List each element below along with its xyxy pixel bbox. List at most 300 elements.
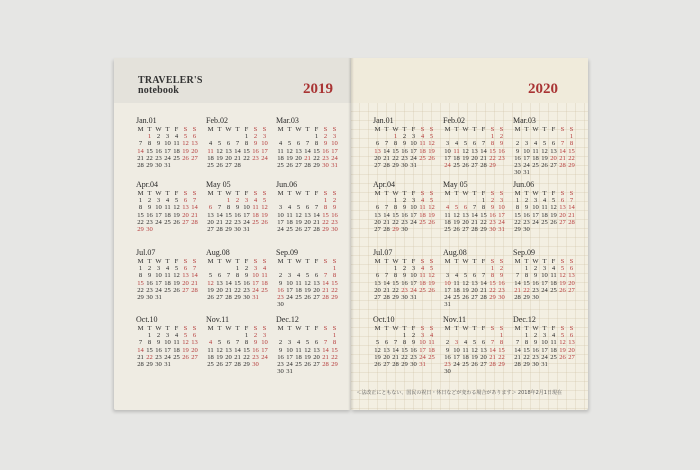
- weekday-header: [513, 190, 583, 197]
- day-cell: 3: [262, 332, 267, 340]
- day-cell: 21: [489, 353, 496, 361]
- day-cell: 2: [332, 197, 337, 205]
- month-title: Nov.11: [443, 315, 466, 324]
- empty-cell: [418, 294, 427, 301]
- weekday-label: T: [454, 126, 459, 133]
- day-cell: 24: [532, 218, 539, 226]
- day-cell: 16: [277, 286, 284, 294]
- day-cell: 13: [207, 211, 214, 219]
- week-row: [206, 204, 276, 211]
- day-cell: 24: [164, 154, 171, 162]
- day-cell: 7: [314, 204, 319, 212]
- day-cell: 5: [208, 272, 213, 280]
- day-cell: 22: [392, 218, 399, 226]
- weekday-label: W: [532, 258, 539, 265]
- empty-cell: [479, 368, 488, 375]
- day-cell: 25: [207, 360, 214, 368]
- empty-cell: [303, 368, 312, 375]
- day-cell: 14: [191, 272, 198, 280]
- month-sep-09: [513, 248, 583, 301]
- weekday-header: [276, 325, 346, 332]
- day-cell: 10: [532, 204, 539, 212]
- day-cell: 6: [192, 332, 197, 340]
- day-cell: 10: [498, 204, 505, 212]
- empty-cell: [181, 162, 190, 169]
- empty-cell: [558, 294, 567, 301]
- week-row: [276, 212, 346, 219]
- day-cell: 14: [191, 204, 198, 212]
- day-cell: 9: [499, 140, 504, 148]
- day-cell: 8: [235, 272, 240, 280]
- week-row: [513, 204, 583, 211]
- day-cell: 17: [532, 211, 539, 219]
- empty-cell: [461, 265, 470, 272]
- day-cell: 20: [559, 211, 566, 219]
- day-cell: 17: [155, 211, 162, 219]
- week-row: [206, 133, 276, 140]
- weekday-label: T: [384, 258, 389, 265]
- day-cell: 3: [524, 140, 529, 148]
- day-cell: 7: [481, 272, 486, 280]
- day-cell: 12: [428, 140, 435, 148]
- weekday-label: W: [462, 126, 469, 133]
- day-cell: 30: [155, 360, 162, 368]
- day-cell: 30: [252, 360, 259, 368]
- day-cell: 19: [428, 147, 435, 155]
- week-row: [373, 332, 443, 339]
- day-cell: 8: [138, 204, 143, 212]
- month-title: Mar.03: [276, 116, 299, 125]
- empty-cell: [558, 361, 567, 368]
- weekday-header: [373, 126, 443, 133]
- weekday-label: S: [262, 325, 267, 332]
- empty-cell: [452, 301, 461, 308]
- empty-cell: [567, 169, 576, 176]
- week-row: [206, 339, 276, 346]
- weekday-label: M: [137, 190, 144, 197]
- week-row: [513, 155, 583, 162]
- day-cell: 21: [137, 353, 144, 361]
- day-cell: 29: [137, 225, 144, 233]
- week-row: [136, 280, 206, 287]
- weekday-label: T: [305, 190, 310, 197]
- day-cell: 11: [252, 204, 259, 212]
- day-cell: 11: [541, 204, 548, 212]
- day-cell: 27: [480, 360, 487, 368]
- day-cell: 20: [374, 218, 381, 226]
- empty-cell: [215, 133, 224, 140]
- day-cell: 10: [331, 140, 338, 148]
- empty-cell: [567, 361, 576, 368]
- weekday-label: S: [332, 126, 337, 133]
- day-cell: 14: [489, 346, 496, 354]
- week-row: [373, 280, 443, 287]
- day-cell: 20: [225, 353, 232, 361]
- day-cell: 5: [375, 339, 380, 347]
- day-cell: 3: [411, 133, 416, 141]
- weekday-label: M: [374, 325, 381, 332]
- weekday-label: T: [384, 190, 389, 197]
- day-cell: 11: [261, 272, 268, 280]
- day-cell: 13: [374, 279, 381, 287]
- weekday-label: F: [551, 190, 556, 197]
- day-cell: 24: [261, 353, 268, 361]
- empty-cell: [224, 133, 233, 140]
- week-row: [443, 140, 513, 147]
- day-cell: 1: [244, 332, 249, 340]
- day-cell: 9: [244, 272, 249, 280]
- day-cell: 24: [444, 161, 451, 169]
- day-cell: 3: [533, 197, 538, 205]
- empty-cell: [549, 169, 558, 176]
- day-cell: 8: [332, 339, 337, 347]
- empty-cell: [251, 162, 260, 169]
- weekday-label: M: [444, 325, 451, 332]
- day-cell: 19: [453, 218, 460, 226]
- day-cell: 22: [514, 218, 521, 226]
- empty-cell: [285, 332, 294, 339]
- day-cell: 28: [514, 360, 521, 368]
- day-cell: 10: [286, 346, 293, 354]
- day-cell: 23: [252, 154, 259, 162]
- day-cell: 28: [234, 360, 241, 368]
- day-cell: 22: [523, 286, 530, 294]
- day-cell: 2: [499, 133, 504, 141]
- day-cell: 16: [243, 279, 250, 287]
- month-title: Feb.02: [206, 116, 228, 125]
- weekday-label: S: [569, 126, 574, 133]
- day-cell: 25: [419, 154, 426, 162]
- empty-cell: [488, 368, 497, 375]
- day-cell: 11: [532, 147, 539, 155]
- weekday-label: F: [411, 190, 416, 197]
- day-cell: 22: [322, 218, 329, 226]
- day-cell: 1: [481, 197, 486, 205]
- empty-cell: [206, 265, 215, 272]
- month-title: Sep.09: [513, 248, 535, 257]
- day-cell: 17: [523, 154, 530, 162]
- day-cell: 7: [384, 204, 389, 212]
- day-cell: 10: [286, 279, 293, 287]
- week-row: [373, 339, 443, 346]
- day-cell: 6: [472, 272, 477, 280]
- day-cell: 14: [225, 279, 232, 287]
- day-cell: 6: [375, 272, 380, 280]
- day-cell: 30: [146, 225, 153, 233]
- day-cell: 18: [173, 147, 180, 155]
- month-title: Apr.04: [136, 180, 158, 189]
- week-row: [136, 354, 206, 361]
- empty-cell: [470, 301, 479, 308]
- week-row: [513, 354, 583, 361]
- day-cell: 20: [550, 154, 557, 162]
- week-row: [443, 294, 513, 301]
- weekday-label: W: [462, 325, 469, 332]
- month-title: Nov.11: [206, 315, 229, 324]
- weekday-label: F: [551, 325, 556, 332]
- day-cell: 25: [444, 225, 451, 233]
- week-row: [513, 339, 583, 346]
- day-cell: 3: [262, 133, 267, 141]
- day-cell: 24: [453, 360, 460, 368]
- day-cell: 16: [444, 353, 451, 361]
- month-dec-12: [513, 315, 583, 368]
- day-cell: 16: [252, 346, 259, 354]
- day-cell: 20: [182, 211, 189, 219]
- month-may-05: [206, 180, 276, 233]
- weekday-label: F: [174, 126, 179, 133]
- weekday-label: S: [183, 325, 188, 332]
- day-cell: 9: [402, 204, 407, 212]
- empty-cell: [470, 133, 479, 140]
- day-cell: 29: [234, 293, 241, 301]
- day-cell: 15: [480, 211, 487, 219]
- day-cell: 20: [191, 346, 198, 354]
- day-cell: 24: [243, 218, 250, 226]
- day-cell: 9: [253, 339, 258, 347]
- empty-cell: [497, 301, 506, 308]
- day-cell: 14: [559, 147, 566, 155]
- weekday-label: M: [137, 126, 144, 133]
- day-cell: 12: [559, 272, 566, 280]
- day-cell: 15: [234, 279, 241, 287]
- day-cell: 3: [420, 332, 425, 340]
- empty-cell: [540, 133, 549, 140]
- day-cell: 26: [207, 293, 214, 301]
- day-cell: 30: [410, 360, 417, 368]
- weekday-label: S: [429, 325, 434, 332]
- day-cell: 11: [207, 147, 214, 155]
- day-cell: 25: [462, 360, 469, 368]
- empty-cell: [190, 294, 199, 301]
- empty-cell: [540, 226, 549, 233]
- day-cell: 8: [314, 140, 319, 148]
- month-oct-10: [136, 315, 206, 368]
- day-cell: 2: [278, 339, 283, 347]
- day-cell: 17: [277, 218, 284, 226]
- weekday-label: M: [277, 126, 284, 133]
- weekday-label: F: [314, 258, 319, 265]
- day-cell: 13: [462, 211, 469, 219]
- week-row: [206, 287, 276, 294]
- week-row: [443, 301, 513, 308]
- day-cell: 29: [480, 225, 487, 233]
- week-row: [136, 197, 206, 204]
- day-cell: 6: [463, 204, 468, 212]
- empty-cell: [154, 226, 163, 233]
- day-cell: 13: [471, 147, 478, 155]
- week-row: [373, 287, 443, 294]
- day-cell: 12: [261, 204, 268, 212]
- day-cell: 25: [277, 161, 284, 169]
- month-sep-09: [276, 248, 346, 308]
- month-jun-06: [276, 180, 346, 233]
- day-cell: 25: [295, 293, 302, 301]
- weekday-label: T: [217, 190, 222, 197]
- day-cell: 17: [286, 353, 293, 361]
- day-cell: 10: [155, 272, 162, 280]
- day-cell: 21: [216, 218, 223, 226]
- day-cell: 19: [207, 286, 214, 294]
- weekday-label: F: [174, 258, 179, 265]
- week-row: [276, 287, 346, 294]
- day-cell: 20: [568, 346, 575, 354]
- day-cell: 14: [304, 147, 311, 155]
- day-cell: 12: [428, 272, 435, 280]
- day-cell: 8: [524, 272, 529, 280]
- day-cell: 14: [383, 147, 390, 155]
- day-cell: 11: [173, 339, 180, 347]
- day-cell: 5: [429, 197, 434, 205]
- weekday-label: T: [454, 190, 459, 197]
- day-cell: 19: [173, 279, 180, 287]
- day-cell: 12: [462, 147, 469, 155]
- day-cell: 11: [419, 272, 426, 280]
- day-cell: 2: [402, 265, 407, 273]
- day-cell: 20: [568, 279, 575, 287]
- day-cell: 27: [568, 353, 575, 361]
- month-oct-10: [373, 315, 443, 368]
- week-row: [373, 354, 443, 361]
- week-row: [513, 212, 583, 219]
- weekday-header: [136, 325, 206, 332]
- day-cell: 29: [331, 360, 338, 368]
- day-cell: 26: [216, 360, 223, 368]
- day-cell: 2: [156, 133, 161, 141]
- weekday-label: T: [524, 126, 529, 133]
- day-cell: 20: [374, 286, 381, 294]
- day-cell: 4: [454, 140, 459, 148]
- day-cell: 12: [428, 204, 435, 212]
- week-row: [276, 272, 346, 279]
- day-cell: 31: [498, 225, 505, 233]
- empty-cell: [479, 133, 488, 140]
- day-cell: 15: [392, 279, 399, 287]
- day-cell: 20: [462, 218, 469, 226]
- empty-cell: [452, 332, 461, 339]
- day-cell: 4: [551, 332, 556, 340]
- day-cell: 1: [393, 265, 398, 273]
- week-row: [443, 280, 513, 287]
- day-cell: 15: [322, 211, 329, 219]
- day-cell: 28: [216, 225, 223, 233]
- weekday-label: S: [183, 126, 188, 133]
- day-cell: 17: [444, 286, 451, 294]
- day-cell: 22: [243, 353, 250, 361]
- day-cell: 26: [559, 286, 566, 294]
- day-cell: 25: [164, 286, 171, 294]
- day-cell: 29: [243, 360, 250, 368]
- week-row: [373, 197, 443, 204]
- day-cell: 2: [253, 133, 258, 141]
- day-cell: 15: [523, 346, 530, 354]
- day-cell: 6: [183, 265, 188, 273]
- day-cell: 20: [313, 353, 320, 361]
- day-cell: 10: [243, 204, 250, 212]
- day-cell: 12: [541, 147, 548, 155]
- day-cell: 4: [542, 197, 547, 205]
- day-cell: 22: [331, 286, 338, 294]
- day-cell: 16: [514, 154, 521, 162]
- weekday-label: S: [429, 258, 434, 265]
- empty-cell: [497, 162, 506, 169]
- empty-cell: [330, 301, 339, 308]
- day-cell: 30: [489, 225, 496, 233]
- day-cell: 1: [147, 332, 152, 340]
- weekday-label: M: [277, 325, 284, 332]
- day-cell: 7: [472, 204, 477, 212]
- day-cell: 23: [155, 353, 162, 361]
- empty-cell: [540, 169, 549, 176]
- week-row: [513, 140, 583, 147]
- week-row: [276, 339, 346, 346]
- empty-cell: [206, 197, 215, 204]
- day-cell: 29: [523, 293, 530, 301]
- day-cell: 20: [295, 154, 302, 162]
- day-cell: 30: [532, 293, 539, 301]
- day-cell: 24: [541, 286, 548, 294]
- weekday-label: S: [323, 258, 328, 265]
- weekday-label: W: [462, 190, 469, 197]
- empty-cell: [303, 265, 312, 272]
- day-cell: 30: [498, 293, 505, 301]
- empty-cell: [558, 133, 567, 140]
- day-cell: 18: [453, 286, 460, 294]
- day-cell: 6: [560, 197, 565, 205]
- month-title: Oct.10: [136, 315, 158, 324]
- day-cell: 9: [445, 346, 450, 354]
- week-row: [136, 294, 206, 301]
- day-cell: 7: [305, 140, 310, 148]
- empty-cell: [303, 301, 312, 308]
- week-row: [373, 204, 443, 211]
- day-cell: 3: [445, 140, 450, 148]
- weekday-label: F: [481, 126, 486, 133]
- day-cell: 1: [569, 133, 574, 141]
- week-row: [206, 265, 276, 272]
- empty-cell: [418, 162, 427, 169]
- day-cell: 11: [295, 279, 302, 287]
- empty-cell: [549, 361, 558, 368]
- day-cell: 13: [374, 211, 381, 219]
- week-row: [276, 354, 346, 361]
- empty-cell: [513, 133, 522, 140]
- empty-cell: [233, 133, 242, 140]
- weekday-header: [513, 325, 583, 332]
- day-cell: 17: [243, 211, 250, 219]
- weekday-header: [276, 126, 346, 133]
- day-cell: 5: [183, 133, 188, 141]
- day-cell: 28: [568, 218, 575, 226]
- day-cell: 22: [568, 154, 575, 162]
- day-cell: 11: [419, 204, 426, 212]
- day-cell: 4: [296, 272, 301, 280]
- day-cell: 11: [453, 279, 460, 287]
- day-cell: 21: [471, 218, 478, 226]
- day-cell: 14: [322, 279, 329, 287]
- day-cell: 23: [277, 293, 284, 301]
- day-cell: 2: [156, 332, 161, 340]
- day-cell: 22: [489, 154, 496, 162]
- day-cell: 3: [156, 197, 161, 205]
- day-cell: 29: [225, 225, 232, 233]
- day-cell: 19: [216, 353, 223, 361]
- day-cell: 26: [286, 161, 293, 169]
- day-cell: 18: [207, 154, 214, 162]
- weekday-label: T: [217, 126, 222, 133]
- empty-cell: [549, 226, 558, 233]
- day-cell: 22: [392, 286, 399, 294]
